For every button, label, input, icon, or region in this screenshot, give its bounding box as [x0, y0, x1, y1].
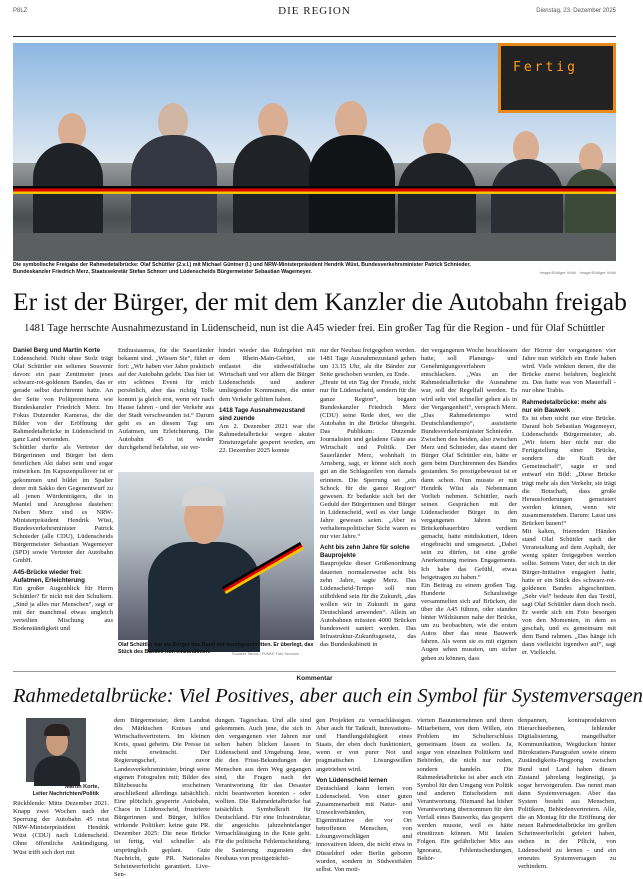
photo-caption: Die symbolische Freigabe der Rahmedetalbrücke: Olaf Schüttler (2.v.l.) mit Michael Güntner (l.) und NRW-Ministerpräsident Hendrik Wüst, Bundesverkehrsminister Patrick Schnieder, Bundeskanzler Friedrich Merz, Staatssekretär Stefan Schnorr und Lüdenscheids Bürgermeister Sebastian Wagemeyer.	[13, 262, 471, 275]
photo-credit: Image/Rüdiger Wöhl · Image/Rüdiger Wöhl	[539, 270, 616, 275]
paragraph: Ein Beitrag zu einem großen Tag. Hunderte Schaulustige versammelten sich auf Brücken, die über die A45 führen, oder standen hinter Wildzäunen nahe der Brücke, um zu beobachten, wie die ersten Autos über das neue Bauwerk fahren. Als wenn sie es mit eigenen Augen sehen mussten, um sicher gehen zu können, dass	[421, 581, 517, 662]
paragraph: Es ist eben nicht nur eine Brücke. Darauf hob Sebastian Wagemeyer, Lüdenscheids Bürgermeister, ab. „Wir feiern hier nicht nur die Fertigstellung einer Brücke, sondern die Kraft der Gemeinschaft“, sagte er und entwarf ein Bild: „Diese Brücke trägt mehr als den Verkehr, sie trägt die Botschaft, dass große Herausforderungen gemeistert werden können, wenn wir zusammenstehen. Darum: Lasst uns Brücken bauen!“	[522, 414, 616, 527]
paragraph: der Horror der vergangenen vier Jahre nun wirklich ein Ende haben wird. Viele winkten denen, die die Brücke zuerst befahren, begleicht zu. Das hatte was von Mauerfall - nur ohne Trabis.	[522, 347, 616, 395]
paragraph: „Heute ist ein Tag der Freude, nicht nur für Lüdenscheid, sondern für die ganze Region“, begann Bundeskanzler Friedrich Merz (CDU) seine Rede dort, wo die Autobahn in die Brücke übergeht. Das Publikum: Dutzende Journalisten und geladene Gäste aus Wirtschaft und Politik. Der Sauerländer Merz, wohnhaft in Arnsberg, sagt, er könne sich noch gut an die Schlagzeilen von damals erinnern. Die Sperrung sei „ein Schock für die ganze Region“ gewesen. Er bedankte sich bei der Geduld der Bürgerinnen und Bürger in Lüdenscheid, weil es vier lange Jahre gewesen seien. „Aber es verhaltenspolitischer Sicht waren es nur vier Jahre.“	[320, 379, 416, 541]
article-column-4	[320, 347, 416, 669]
paragraph: dungen. Tageschau. Und alle sind gekommen. Auch jene, die sich in den vergangenen vier Jahren nur selten haben blicken lassen in Lüdenscheid und Umgebung. Jene, die den Frust-Bekundungen der Menschen aus dem Weg gegangen sind, die Fragen nach der Verantwortung für das Desaster nicht beantworten konnten - oder wollten. Die Rahmedetalbrücke hat tatsächlich Symbolkraft für Deutschland. Für eine Infrastruktur, die angesichts jahrzehntelanger Vernachlässigung in die Knie geht. Für die politische Fehlentscheidung, die Sanierung zugunsten des Neubaus von prestigeträchti-	[215, 717, 311, 862]
page-code: P8LZ	[13, 8, 28, 14]
paragraph: Ein großer Augenblick für Herrn Schüttler? Er nickt mit den Schultern. „Sind ja alles nur Menschen“, sagt er mit der manchmal etwas ungleich verteilten Mischung aus Bodenständigkeit und	[13, 584, 113, 633]
author-avatar	[26, 718, 86, 782]
subheading: 1418 Tage Ausnahmezustand sind zuende	[219, 406, 305, 422]
author-name: Martin Korte,	[65, 784, 99, 790]
comment-column-3	[215, 717, 311, 870]
ribbon	[13, 186, 616, 194]
paragraph: nur der Neubau freigegeben werden. 1481 Tage Ausnahmezustand gehen um 13.15 Uhr, als die Bänder zur Seite geschoben wurden, zu Ende.	[320, 347, 416, 379]
article-column-5	[421, 347, 517, 669]
author-block	[13, 784, 99, 798]
paragraph: Mit kalten, frierenden Händen stand Olaf Schüttler nach der Veranstaltung auf dem Asphalt, der wenig später freigegeben werden sollte. Seinem Vater, der sich in der Bürger-Initiative engagiert hatte, hatte er ein Stück des schwarz-rot-goldenen Bandes abgeschnitten. „Sehr viel“ bedeute ihm das Textil, sagt Olaf Schüttler dann doch noch. Er werde sich ein Foto besorgen von den Momenten, in dem es geschah, und es gemeinsam mit dem Band rahmen. „Das hänge ich dann vielleicht irgendwo auf“, sagt er. Vielleicht.	[522, 528, 616, 657]
paragraph: Rückblende: Mitte Dezember 2021. Knapp zwei Wochen nach der Sperrung der Autobahn 45 reist NRW-Ministerpräsident Hendrik Wüst (CDU) nach Lüdenscheid. Ohne öffentliche Ankündigung. Wüst trifft sich dort mit	[13, 800, 109, 856]
headline: Er ist der Bürger, der mit dem Kanzler die Autobahn freigab	[13, 287, 627, 316]
paragraph: Schüttler durfte als Vertreter der Bürgerinnen und Bürger bei dem feierlichen Akt dabei sein und sogar mitwirken. Im Kapuzenpullover ist er gekommen und bildet im Spalier derer mit Sakko den Gegenentwurf zu all jenen Würdenträgern, die in Mantel und Anzughose dastehen: Neben Merz sind es NRW-Ministerpräsident Hendrik Wüst, Bundesverkehrsminister Patrick Schnieder (alle CDU), Lüdenscheids Bürgermeister Sebastian Wagemeyer (SPD) sowie Vertreter der Autobahn GmbH.	[13, 444, 113, 565]
paragraph: denpannen, kontraproduktiven Hierarchieebenen, fehlender Digitalisierung, mangelhafter Kommunikation, Wegducken hinter Bürokratien-Paragrafen sowie einem Zuständigkeits-Pingpong zwischen Bund und Land haben diesen Zustand jahrelang begünstigt, ja sogar hervorgerufen. Das nennt man dann Systemversagen. Aber das System besteht aus Menschen, Politikern, Behördenvertretern. Alle, die an Montag für die Eröffnung der neuen Rahmedetalbrücke im grellen Scheinwerferlicht gefeiert haben, stehen in der Pflicht, von Lüdenscheid zu lernen - und ein erneutes Systemversagen zu verhindern.	[518, 717, 616, 870]
paragraph: dem Bürgermeister, dem Landrat des Märkischen Kreises und Wirtschaftsvertretern. Im kleinen Kreis, quasi geheim. Die Presse ist nicht erwünscht. Der Regierungschef, zuvor Landesverkehrsminister, bringt seine eigenen Fotografen mit; Bilder des Blitzbesuchs erscheinen anschließend allerdings tatsächlich. Eine plötzlich gesperrte Autobahn, Chaos in Lüdenscheid, frustrierte Bürgerinnen und Bürger, hilflos wirkende Politiker: keine gute PR. Dezember 2025: Die neue Brücke ist fertig, viel schneller als ursprünglich geplant. Gute Nachricht, gute PR. Nationales Scheinwerferlicht garantiert. Live-Sen-	[114, 717, 210, 878]
paragraph: Am 2. Dezember 2021 war die Rahmedetalbrücke wegen akuter Einsturzgefahr gesperrt worden, am 22. Dezember 2025 konnte	[219, 422, 315, 455]
article-column-2	[118, 347, 214, 469]
paragraph: Lüdenscheid. Nicht ohne Stolz trägt Olaf Schüttler ein seltenes Souvenir davon: ein paar Zentimeter jenes schwarz-rot-goldenen Bandes, das er gerade selbst durchtrennt hatte. An der Seite von Politprominenz wie Bundeskanzler Friedrich Merz. Im Fokus Dutzender Kameras, die die Bilder von der Eröffnung der Rahmedetalbrücke in Lüdenscheid in ganz Land versenden.	[13, 355, 113, 444]
top-bar	[13, 5, 616, 18]
comment-rule	[13, 671, 616, 672]
paragraph: Deutschland kann lernen von Lüdenscheid. Von einer guten Zusammenarbeit mit Natur- und Umweltverbänden, von Eigeninitiative der vor Ort betroffenen Menschen, von Lösungsvorschlägen und innovativen Ideen, die nicht etwa in Düsseldorf oder Berlin geboren wurden, sondern in Südwestfalen selbst. Von moti-	[316, 784, 412, 873]
subheading: Rahmedetalbrücke: mehr als nur ein Bauwerk	[522, 398, 607, 414]
subheading: A45-Brücke wieder frei: Aufatmen, Erleichterung	[13, 568, 85, 584]
comment-label: Kommentar	[296, 675, 333, 682]
portrait-caption: Olaf Schüttler hat als Bürger das Band mit durchgeschnitten. Er überlegt, das Stück des Bandes nun einzurahmen.	[118, 642, 314, 655]
paragraph: Enthusiasmus, für die Sauerländer bekannt sind. „Wissen Sie“, führt er fort: „Wir haben vier Jahre praktisch auf der Autobahn gelebt. Das hier ist ein schönes Event für mich persönlich, aber das richtig Tolle kommt ja gleich erst, wenn wir nach Hause fahren - und der Verkehr aus der Stadt verschwunden ist.“ Darum geht es an diesem Tag: um Aufatmen, um Erleichterung. Die Autobahn 45 ist wieder durchgehend befahrbar, sie ver-	[118, 347, 214, 452]
article-column-3	[219, 347, 315, 469]
comment-column-6	[518, 717, 616, 870]
paragraph: Zwischen den beiden, also zwischen Merz und Schnieder, das staunt der Bürger Olaf Schüttler ein, hätte er gern beim Durchtrennen des Bandes gestanden. So prestigebewusst ist er dann schon. Nun musste er mit Hendrik Wüst als Nebenmann Vorlieb nehmen. Schüttler, nach seinen Gesprächen mit der Lüdenscheider Bürger in den vergangenen Jahren im Brückenbauerbüro verdient gemacht, hatte mitdiskutiert, Ideen eingebracht und umgesetzt. „Dabei sein zu dürfen, ist eine große Anerkennung meines Engagements. Ich habe das Gefühl, etwas beigetragen zu haben.“	[421, 436, 517, 581]
comment-column-4	[316, 717, 412, 873]
comment-column-2	[114, 717, 210, 878]
paragraph: bindet wieder das Ruhrgebiet mit dem Rhein-Main-Gebiet, sie entlastet die südwestfälische Wirtschaft und vor allem die Bürger Lüdenscheids und anderer umliegender Kommunen, die unter dem Verkehr gelitten haben.	[219, 347, 315, 403]
paragraph: der vergangenen Woche beschlossen hatte, soll Planungs- und Genehmigungsverfahren entschlacken. „Was an der Rahmedetalbrücke die Ausnahme war, soll der Regelfall werden. Es wird sehr viel schneller gehen als in der Vergangenheit“, versprach Merz. „Das Rahmedetempo wird Deutschlandtempo“, assistierte Bundesverkehrsminister Schnieder.	[421, 347, 517, 435]
paragraph: gen Projekten zu vernachlässigen. Aber auch für Tatkraft, Innovations- und Handlungsfähigkeit eines Staats, der eben doch funktioniert, wenn er von purer Not und pragmatischen Lösungswillen angetrieben wird.	[316, 717, 412, 773]
section-title: DIE REGION	[278, 5, 351, 17]
subheading: Acht bis zehn Jahre für solche Bauprojekte	[320, 544, 410, 560]
paragraph: Bauprojekte dieser Größenordnung dauerten normalerweise acht bis zehn Jahre, sagte Merz. Das Lüdenscheid-Tempo soll nun stilbildend sein für die Zukunft, „das wollen wir in Zukunft in ganz Deutschland anwenden“. Allein an Autobahnen müssten 4000 Brücken bundesweit saniert werden. Das Infrastruktur-Zukunftsgesetz, das das Bundeskabinett in	[320, 560, 416, 649]
author-role: Leiter Nachrichten/Politik	[32, 791, 99, 797]
portrait-photo	[118, 472, 314, 640]
main-photo	[13, 43, 616, 261]
comment-column-5	[417, 717, 513, 870]
portrait-credit: Sociales Tatoos / FUNKE Foto Services	[232, 652, 299, 656]
subheadline: 1481 Tage herrschte Ausnahmezustand in Lüdenscheid, nun ist die A45 wieder frei. Ein großer Tag für die Region - und für Olaf Schüttler	[24, 323, 605, 334]
subheading: Von Lüdenscheid lernen	[316, 776, 388, 784]
byline: Daniel Berg und Martin Korte	[13, 347, 101, 354]
article-column-1	[13, 347, 113, 669]
header-rule	[13, 36, 616, 37]
issue-date: Dienstag, 23. Dezember 2025	[536, 8, 616, 14]
led-sign: Fertig	[498, 43, 616, 113]
article-column-6	[522, 347, 616, 669]
comment-column-1	[13, 800, 109, 870]
comment-headline: Rahmedetalbrücke: Viel Positives, aber auch ein Symbol für Systemversagen	[13, 685, 643, 707]
paragraph: vierten Bauunternehmen und ihren Mitarbeitern, von dem Willen, ein Problem im Schulterschluss gemeinsam lösen zu wollen. Ja, sogar von einzelnen Politikern und Behörden, die nicht nur reden, sondern handeln. Die Rahmedetalbrücke ist aber auch ein Symbol für den Umgang von Politik und anderen Entscheidern mit Verantwortung. Niemand hat bisher Verantwortung übernommen für den Verfall eines Bauwerks, das gesperrt werden musste, weil es hätte einstürzen können. Mit fatalen Folgen. Ein gefährlicher Mix aus Ignoranz, Fehlentscheidungen, Behör-	[417, 717, 513, 862]
